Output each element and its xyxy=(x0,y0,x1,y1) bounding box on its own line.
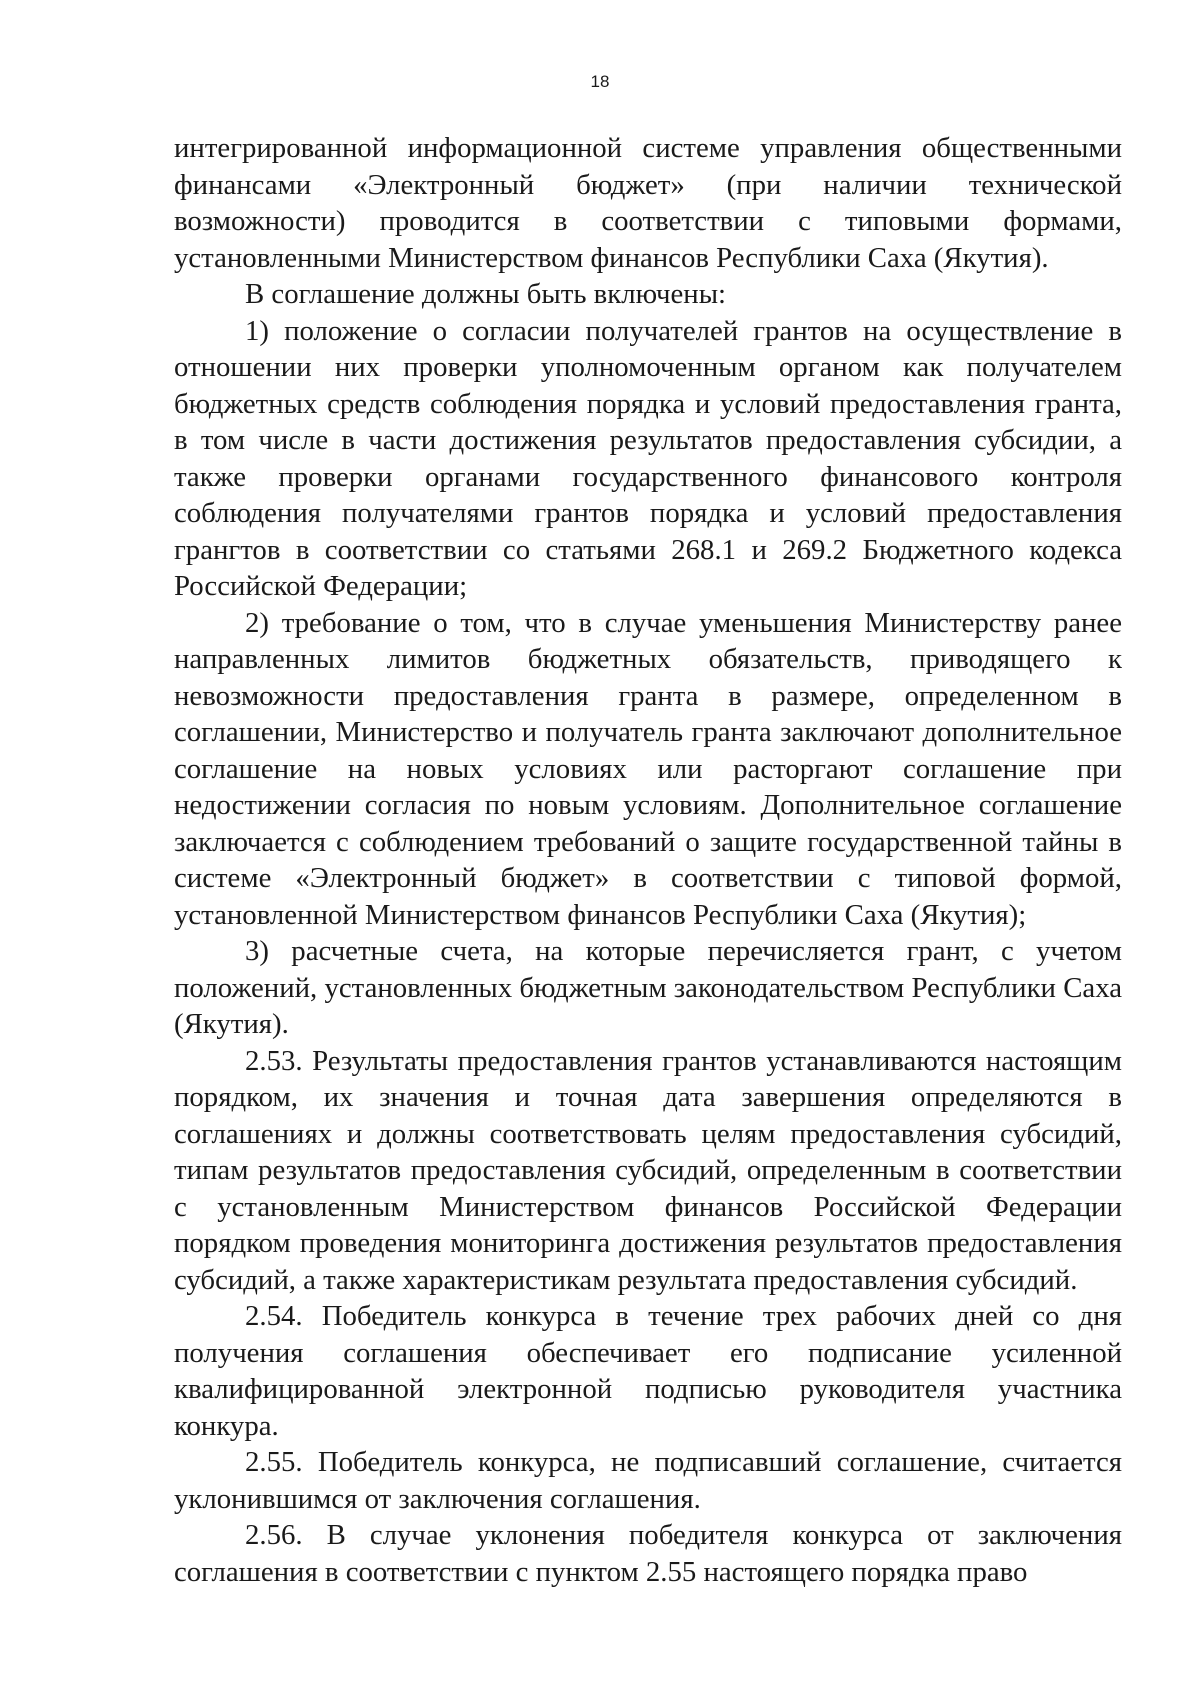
page-number: 18 xyxy=(590,72,610,91)
paragraph-2-56: 2.56. В случае уклонения победителя конкурса от заключения соглашения в соответствии с пунктом 2.55 настоящего порядка право xyxy=(174,1519,1122,1588)
paragraph-item-3: 3) расчетные счета, на которые перечисляется грант, с учетом положений, установленных бюджетным законодательством Республики Саха (Якутия). xyxy=(174,935,1122,1040)
paragraph-2-54: 2.54. Победитель конкурса в течение трех рабочих дней со дня получения соглашения обеспечивает его подписание усиленной квалифицированной электронной подписью руководителя участника конкура. xyxy=(174,1300,1122,1442)
paragraph-item-2: 2) требование о том, что в случае уменьшения Министерству ранее направленных лимитов бюджетных обязательств, приводящего к невозможности предоставления гранта в размере, определенном в соглашении, Министерство и получатель гранта заключают дополнительное соглашение на новых условиях или расторгают соглашение при недостижении согласия по новым условиям. Дополнительное соглашение заключается с соблюдением требований о защите государственной тайны в системе «Электронный бюджет» в соответствии с типовой формой, установленной Министерством финансов Республики Саха (Якутия); xyxy=(174,606,1122,931)
paragraph-continuation: интегрированной информационной системе управления общественными финансами «Электронный бюджет» (при наличии технической возможности) проводится в соответствии с типовыми формами, установленными Министерством финансов Республики Саха (Якутия). xyxy=(174,132,1122,274)
paragraph-2-53: 2.53. Результаты предоставления грантов устанавливаются настоящим порядком, их значения и точная дата завершения определяются в соглашениях и должны соответствовать целям предоставления субсидий, типам результатов предоставления субсидий, определенным в соответствии с установленным Министерством финансов Российской Федерации порядком проведения мониторинга достижения результатов предоставления субсидий, а также характеристикам результата предоставления субсидий. xyxy=(174,1044,1122,1296)
paragraph-2-55: 2.55. Победитель конкурса, не подписавший соглашение, считается уклонившимся от заключения соглашения. xyxy=(174,1446,1122,1515)
paragraph-agreement-intro: В соглашение должны быть включены: xyxy=(245,278,727,310)
document-body xyxy=(174,130,1122,1590)
paragraph-item-1: 1) положение о согласии получателей грантов на осуществление в отношении них проверки уполномоченным органом как получателем бюджетных средств соблюдения порядка и условий предоставления гранта, в том числе в части достижения результатов предоставления субсидии, а также проверки органами государственного финансового контроля соблюдения получателями грантов порядка и условий предоставления грангтов в соответствии со статьями 268.1 и 269.2 Бюджетного кодекса Российской Федерации; xyxy=(174,314,1122,602)
